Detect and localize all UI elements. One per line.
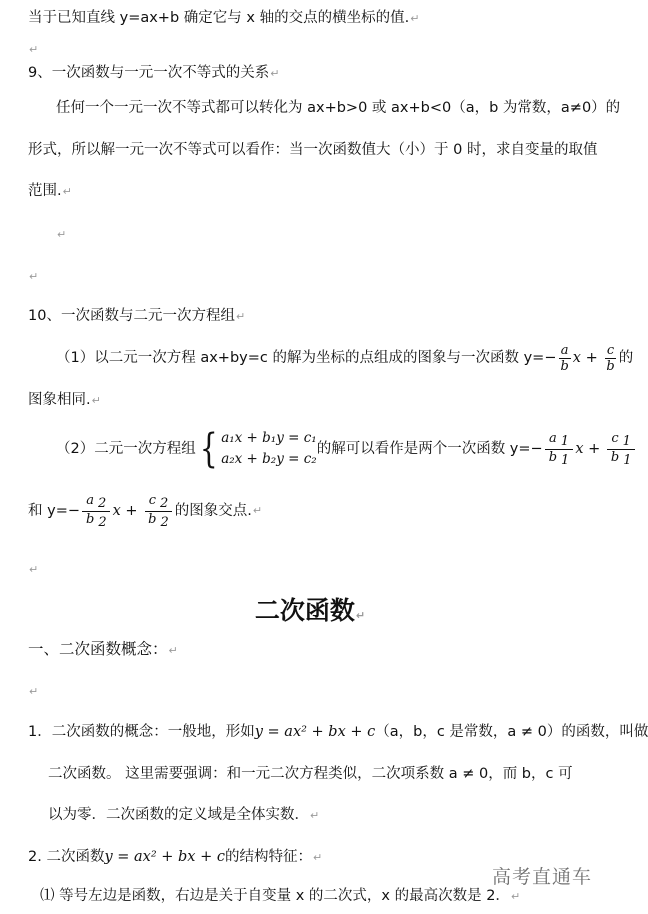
paragraph-line: 以为零．二次函数的定义域是全体实数．↵ [48,807,320,823]
paragraph-line: 形式，所以解一元一次不等式可以看作：当一次函数值大（小）于 0 时，求自变量的取值 [28,142,598,158]
math-line: （1）以二元一次方程 ax+by=c 的解为坐标的点组成的图象与一次函数 y= − $\frac{a}{b}$ x + $\frac{c}{b}$ 的 [56,342,634,374]
fraction: $\frac{a 2}{b 2}$ [82,493,111,530]
paragraph-line: 任何一个一元一次不等式都可以转化为 ax+b>0 或 ax+b<0（a，b 为常数，a≠0）的 [56,100,621,116]
section-title: 一、二次函数概念：↵ [28,640,178,658]
paragraph-mark: ↵ [252,504,263,517]
empty-paragraph [28,559,38,580]
math-line: 和 y= − $\frac{a 2}{b 2}$ x + $\frac{c 2}{b 2}$ 的图象交点. ↵ [28,492,263,530]
paragraph-line: ⑴ 等号左边是函数，右边是关于自变量 x 的二次式，x 的最高次数是 2．↵ [40,888,521,904]
paragraph-mark: ↵ [355,609,366,622]
paragraph-mark: ↵ [410,12,420,25]
empty-paragraph [28,39,38,60]
empty-paragraph [28,681,38,702]
paragraph-mark: ↵ [510,890,521,903]
section-title: 9、一次函数与一元一次不等式的关系↵ [28,65,280,81]
paragraph-mark: ↵ [29,685,39,698]
fraction: $\frac{c 2}{b 2}$ [144,493,173,530]
paragraph-mark: ↵ [168,644,178,657]
watermark: 高考直通车 [491,866,592,888]
paragraph-mark: ↵ [62,185,72,198]
fraction: $\frac{c 1}{b 1}$ [607,431,636,468]
equation-system: { a₁x + b₁y = c₁ a₂x + b₂y = c₂ [199,426,317,472]
page-title: 二次函数↵ [254,596,366,625]
empty-paragraph [56,224,66,245]
paragraph-mark: ↵ [235,310,246,323]
paragraph-mark: ↵ [312,851,323,864]
paragraph-mark: ↵ [270,67,280,80]
fraction: $\frac{a 1}{b 1}$ [545,431,574,468]
paragraph-line: 二次函数。 这里需要强调：和一元二次方程类似，二次项系数 a ≠ 0，而 b，c 可 [48,766,573,782]
math-line: （2）二元一次方程组 { a₁x + b₁y = c₁ a₂x + b₂y = c₂ 的解可以看作是两个一次函数 y= − $\frac{a 1}{b 1}$ x + $\frac{c 1}{b 1}$ [56,425,637,473]
fraction: $\frac{c}{b}$ [606,342,615,374]
paragraph-mark: ↵ [29,563,39,576]
paragraph-line: 图象相同.↵ [28,392,101,408]
paragraph-line: 2. 二次函数y = ax² + bx + c的结构特征：↵ [28,849,323,865]
paragraph-mark: ↵ [29,270,39,283]
paragraph-mark: ↵ [29,43,39,56]
brace-icon: { [199,426,218,472]
fraction: $\frac{a}{b}$ [560,342,569,374]
paragraph-line: 1．二次函数的概念：一般地，形如y = ax² + bx + c（a，b，c 是常数，a ≠ 0）的函数，叫做 [28,724,648,740]
paragraph-mark: ↵ [57,228,67,241]
empty-paragraph [28,266,38,287]
section-title: 10、一次函数与二元一次方程组↵ [28,308,246,324]
paragraph-line: 范围.↵ [28,183,72,199]
paragraph-mark: ↵ [310,809,320,822]
paragraph-mark: ↵ [91,394,101,407]
paragraph-line: 当于已知直线 y=ax+b 确定它与 x 轴的交点的横坐标的值.↵ [28,10,420,26]
